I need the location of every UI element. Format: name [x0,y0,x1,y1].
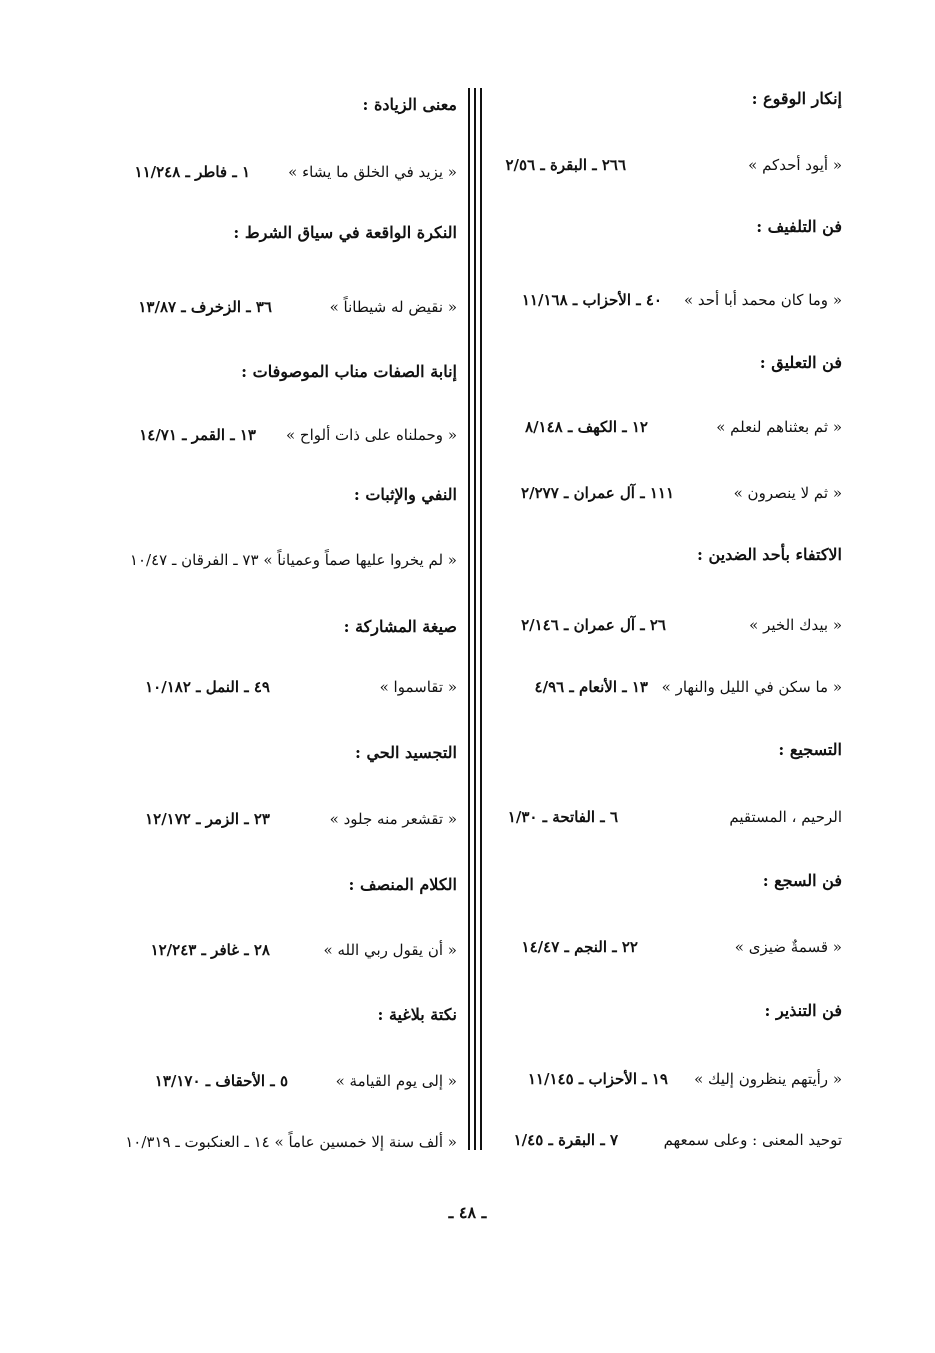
quote-entry: « تقاسموا » [379,678,457,696]
section-heading: إنابة الصفات مناب الموصوفات : [241,362,457,381]
quote-entry: « قسمةٌ ضيزى » [734,938,842,956]
quote-entry: « لم يخروا عليها صماً وعمياناً » ٧٣ ـ الفرقان ـ ١٠/٤٧ [129,551,457,569]
quote-entry: « أن يقول ربي الله » [323,941,457,959]
verse-reference: ٢٨ ـ غافر ـ ١٢/٢٤٣ [150,941,270,959]
verse-reference: ٢٢ ـ النجم ـ ١٤/٤٧ [521,938,638,956]
quote-entry: « وحملناه على ذات ألواح » [285,426,457,444]
section-heading: الكلام المنصف : [348,875,457,894]
verse-reference: ٢٦ ـ آل عمران ـ ٢/١٤٦ [521,616,666,634]
section-heading: معنى الزيادة : [362,95,457,114]
section-heading: التجسيد الحي : [354,743,457,762]
section-heading: فن التلفيف : [756,217,842,236]
verse-reference: ٤٠ ـ الأحزاب ـ ١١/١٦٨ [521,291,662,309]
section-heading: النكرة الواقعة في سياق الشرط : [233,223,457,242]
verse-reference: ١١١ ـ آل عمران ـ ٢/٢٧٧ [521,484,674,502]
section-heading: فن التنذير : [764,1001,842,1020]
quote-entry: « أيود أحدكم » [748,156,842,174]
verse-reference: ٤٩ ـ النمل ـ ١٠/١٨٢ [145,678,270,696]
section-heading: صيغة المشاركة : [343,617,457,636]
quote-entry: الرحيم ، المستقيم [729,808,842,826]
quote-entry: « ما سكن في الليل والنهار » [661,678,842,696]
section-heading: إنكار الوقوع : [751,89,842,108]
section-heading: التسجيع : [778,740,842,759]
verse-reference: ٢٣ ـ الزمر ـ ١٢/١٧٢ [145,810,270,828]
verse-reference: ٥ ـ الأحقاف ـ ١٣/١٧٠ [154,1072,288,1090]
verse-reference: ٧ ـ البقرة ـ ١/٤٥ [513,1131,618,1149]
verse-reference: ١٣ ـ الأنعام ـ ٤/٩٦ [534,678,648,696]
section-heading: فن السجع : [762,871,842,890]
quote-entry: « بيدك الخير » [749,616,842,634]
verse-reference: ٣٦ ـ الزخرف ـ ١٣/٨٧ [138,298,272,316]
verse-reference: ١ ـ فاطر ـ ١١/٢٤٨ [134,163,250,181]
section-heading: النفي والإثبات : [353,485,457,504]
section-heading: فن التعليق : [759,353,842,372]
verse-reference: ١٣ ـ القمر ـ ١٤/٧١ [139,426,256,444]
section-heading: الاكتفاء بأحد الضدين : [697,545,842,564]
section-heading: نكتة بلاغية : [377,1005,457,1024]
quote-entry: « تقشعر منه جلود » [329,810,457,828]
quote-entry: توحيد المعنى : وعلى سمعهم [663,1131,842,1149]
page-number: ـ ٤٨ ـ [448,1203,487,1222]
quote-entry: « ثم بعثناهم لنعلم » [716,418,842,436]
quote-entry: « نقيض له شيطاناً » [329,298,457,316]
quote-entry: « رأيتهم ينظرون إليك » [694,1070,842,1088]
verse-reference: ١٩ ـ الأحزاب ـ ١١/١٤٥ [527,1070,668,1088]
quote-entry: « ثم لا ينصرون » [733,484,842,502]
verse-reference: ١٢ ـ الكهف ـ ٨/١٤٨ [525,418,648,436]
verse-reference: ٦ ـ الفاتحة ـ ١/٣٠ [507,808,618,826]
verse-reference: ٢٦٦ ـ البقرة ـ ٢/٥٦ [505,156,626,174]
quote-entry: « إلى يوم القيامة » [335,1072,457,1090]
quote-entry: « يزيد في الخلق ما يشاء » [288,163,457,181]
quote-entry: « ألف سنة إلا خمسين عاماً » ١٤ ـ العنكبوت ـ ١٠/٣١٩ [125,1133,457,1151]
quote-entry: « وما كان محمد أبا أحد » [683,291,842,309]
